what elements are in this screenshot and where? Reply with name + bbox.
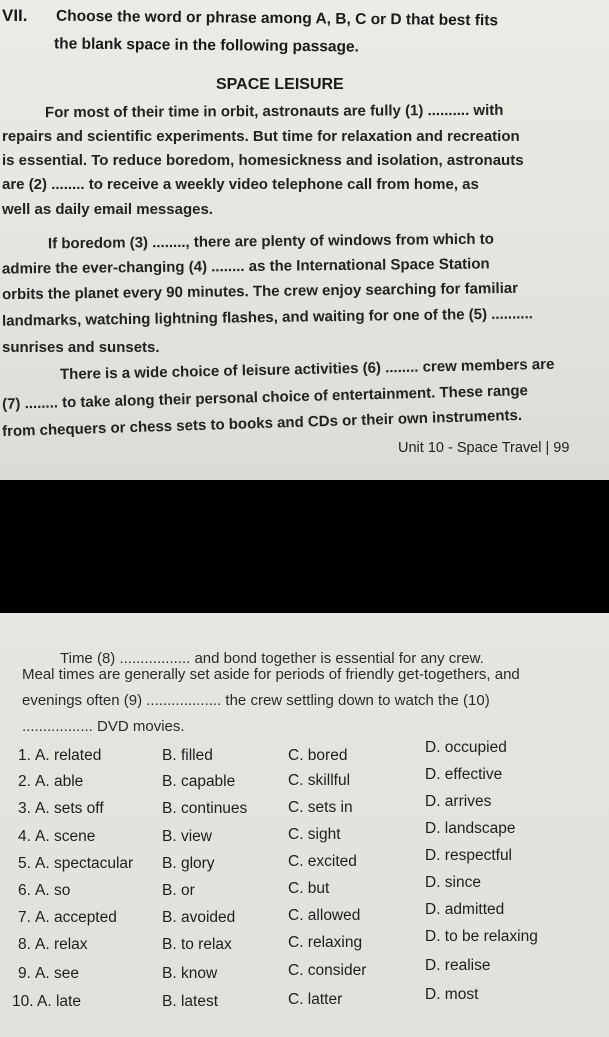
option-c: C. skillful (288, 772, 351, 789)
option-b: B. capable (162, 773, 236, 790)
passage-line-11: There is a wide choice of leisure activities (6) ........ crew members are (59, 355, 555, 384)
passage-line-16: evenings often (9) .................. the crew settling down to watch the (10) (22, 692, 490, 709)
option-c: C. but (288, 880, 330, 897)
option-b: B. continues (162, 800, 248, 817)
option-number: 4. (18, 828, 31, 845)
instruction-line-2: the blank space in the following passage. (53, 35, 359, 56)
option-d: D. effective (425, 766, 503, 783)
option-number: 1. (18, 747, 31, 764)
page-footer: Unit 10 - Space Travel | 99 (398, 440, 570, 456)
passage-line-14: Time (8) ................. and bond together is essential for any crew. (60, 650, 484, 667)
passage-line-5: well as daily email messages. (2, 201, 213, 218)
passage-line-6: If boredom (3) ........, there are plenty of windows from which to (47, 230, 494, 253)
option-c: C. consider (288, 962, 367, 979)
textbook-page-top (0, 0, 609, 480)
option-d: D. since (425, 874, 481, 891)
option-b: B. filled (162, 747, 213, 764)
option-d: D. admitted (425, 901, 505, 918)
passage-line-1: For most of their time in orbit, astronauts are fully (1) .......... with (44, 101, 504, 122)
passage-line-10: sunrises and sunsets. (2, 339, 160, 356)
option-number: 9. (18, 965, 31, 982)
option-c: C. excited (288, 853, 357, 870)
option-a: A. related (35, 747, 102, 764)
passage-line-15: Meal times are generally set aside for periods of friendly get-togethers, and (22, 666, 520, 683)
option-b: B. glory (162, 855, 215, 872)
option-d: D. realise (425, 957, 491, 974)
option-number: 2. (18, 773, 31, 790)
option-a: A. see (35, 965, 79, 982)
option-a: A. accepted (35, 909, 117, 926)
option-c: C. relaxing (288, 934, 363, 951)
passage-line-13: from chequers or chess sets to books and CDs or their own instruments. (1, 406, 523, 441)
passage-line-12: (7) ........ to take along their personal choice of entertainment. These range (1, 382, 529, 413)
passage-line-8: orbits the planet every 90 minutes. The crew enjoy searching for familiar (1, 279, 519, 304)
instruction-line-1: Choose the word or phrase among A, B, C or D that best fits (55, 7, 499, 30)
option-d: D. arrives (425, 793, 492, 810)
exercise-number: VII. (2, 6, 28, 25)
option-a: A. sets off (35, 800, 104, 817)
passage-line-2: repairs and scientific experiments. But time for relaxation and recreation (2, 128, 520, 145)
option-number: 7. (18, 909, 31, 926)
option-b: B. latest (162, 993, 218, 1010)
option-c: C. bored (288, 747, 348, 764)
passage-line-7: admire the ever-changing (4) ........ as the International Space Station (1, 255, 490, 278)
passage-line-3: is essential. To reduce boredom, homesickness and isolation, astronauts (2, 152, 524, 169)
option-d: D. respectful (425, 847, 513, 864)
option-d: D. most (425, 986, 479, 1003)
option-b: B. view (162, 828, 212, 845)
option-d: D. occupied (425, 739, 507, 756)
passage-line-17: ................. DVD movies. (22, 718, 185, 735)
option-number: 6. (18, 882, 31, 899)
option-a: A. late (37, 993, 81, 1010)
option-number: 10. (12, 993, 34, 1010)
passage-line-9: landmarks, watching lightning flashes, and waiting for one of the (5) .......... (1, 305, 533, 330)
textbook-page-bottom (0, 613, 609, 1037)
option-b: B. know (162, 965, 218, 982)
option-a: A. scene (35, 828, 96, 845)
option-a: A. spectacular (35, 855, 134, 872)
option-c: C. latter (288, 991, 343, 1008)
option-d: D. to be relaxing (425, 928, 538, 945)
option-number: 8. (18, 936, 31, 953)
option-b: B. avoided (162, 909, 236, 926)
option-b: B. or (162, 882, 195, 899)
option-number: 5. (18, 855, 31, 872)
option-a: A. so (35, 882, 71, 899)
option-a: A. relax (35, 936, 88, 953)
option-c: C. sets in (288, 799, 353, 816)
option-c: C. allowed (288, 907, 361, 924)
passage-line-4: are (2) ........ to receive a weekly video telephone call from home, as (2, 176, 479, 193)
passage-title: SPACE LEISURE (216, 76, 344, 93)
option-b: B. to relax (162, 936, 232, 953)
option-d: D. landscape (425, 820, 516, 837)
option-number: 3. (18, 800, 31, 817)
option-c: C. sight (288, 826, 341, 843)
option-a: A. able (35, 773, 84, 790)
